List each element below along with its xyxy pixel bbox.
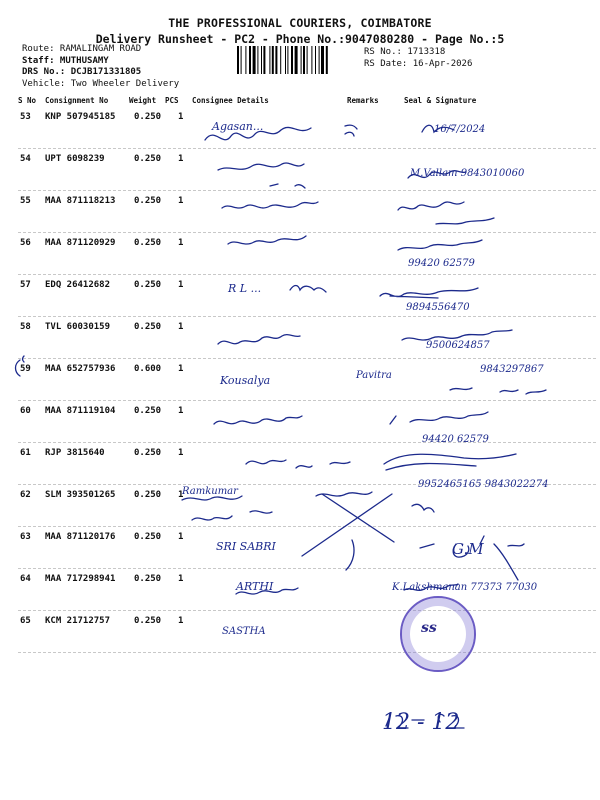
row-consignment-no: MAA 871118213 <box>45 196 116 206</box>
rs-number: RS No.: 1713318 <box>364 47 446 57</box>
col-seal-signature: Seal & Signature <box>404 96 477 105</box>
row-weight: 0.250 <box>134 196 162 206</box>
row-consignment-no: MAA 871120929 <box>45 238 116 248</box>
row-weight: 0.250 <box>134 154 162 164</box>
row-pcs: 1 <box>178 322 184 332</box>
col-consignee: Consignee Details <box>192 96 269 105</box>
row-sno: 55 <box>20 196 31 206</box>
row-weight: 0.250 <box>134 322 162 332</box>
col-weight: Weight <box>129 96 157 105</box>
signature-64: K.Lakshmanan 77373 77030 <box>392 582 538 593</box>
row-consignment-no: KCM 21712757 <box>45 616 111 626</box>
row-pcs: 1 <box>178 196 184 206</box>
row-sno: 58 <box>20 322 31 332</box>
row-pcs: 1 <box>178 154 184 164</box>
seal-stamp <box>400 596 476 672</box>
signature-63: G.M <box>452 540 484 558</box>
row-pcs: 1 <box>178 112 184 122</box>
row-consignment-no: MAA 871120176 <box>45 532 116 542</box>
row-pcs: 1 <box>178 616 184 626</box>
signature-58: 9500624857 <box>426 340 490 351</box>
signature-60: 94420 62579 <box>422 434 489 445</box>
footer-total-note: 12 - 12 <box>382 710 460 735</box>
vehicle: Vehicle: Two Wheeler Delivery <box>22 78 180 89</box>
signature-56: 99420 62579 <box>408 258 475 269</box>
row-consignment-no: MAA 717298941 <box>45 574 116 584</box>
row-sno: 56 <box>20 238 31 248</box>
row-weight: 0.250 <box>134 238 162 248</box>
col-sno: S No <box>18 96 37 105</box>
consignee-62: Ramkumar <box>182 486 238 497</box>
consignee-53: Agasan... <box>212 120 264 133</box>
row-pcs: 1 <box>178 280 184 290</box>
row-consignment-no: KNP 507945185 <box>45 112 116 122</box>
row-consignment-no: MAA 871119104 <box>45 406 116 416</box>
row-consignment-no: RJP 3815640 <box>45 448 105 458</box>
signature-53: 16/7/2024 <box>434 124 486 135</box>
signature-57: 9894556470 <box>406 302 470 313</box>
row-sno: 53 <box>20 112 31 122</box>
row-weight: 0.250 <box>134 532 162 542</box>
signature-54: M.Vallam 9843010060 <box>410 168 525 179</box>
row-sno: 60 <box>20 406 31 416</box>
consignee-64: ARTHI <box>236 580 274 593</box>
row-pcs: 1 <box>178 532 184 542</box>
row-weight: 0.250 <box>134 574 162 584</box>
row-weight: 0.250 <box>134 490 162 500</box>
row-pcs: 1 <box>178 490 184 500</box>
row-weight: 0.250 <box>134 112 162 122</box>
staff: Staff: MUTHUSAMY <box>22 55 109 66</box>
col-remarks: Remarks <box>347 96 379 105</box>
col-consignment: Consignment No <box>45 96 109 105</box>
consignee-65: SASTHA <box>222 626 266 637</box>
row-pcs: 1 <box>178 448 184 458</box>
drs-number: DRS No.: DCJB171331805 <box>22 67 142 77</box>
row-sno: 63 <box>20 532 31 542</box>
row-weight: 0.600 <box>134 364 162 374</box>
signature-59: 9843297867 <box>480 364 544 375</box>
row-consignment-no: UPT 6098239 <box>45 154 105 164</box>
row-consignment-no: SLM 393501265 <box>45 490 116 500</box>
consignee-59: Kousalya <box>220 374 271 387</box>
row-weight: 0.250 <box>134 448 162 458</box>
rs-date: RS Date: 16-Apr-2026 <box>364 59 473 69</box>
row-sno: 62 <box>20 490 31 500</box>
company-name: THE PROFESSIONAL COURIERS, COIMBATORE <box>168 16 432 30</box>
row-sno: 65 <box>20 616 31 626</box>
row-pcs: 1 <box>178 406 184 416</box>
row-sno: 57 <box>20 280 31 290</box>
row-consignment-no: TVL 60030159 <box>45 322 111 332</box>
consignee-57: R L ... <box>228 282 262 295</box>
route: Route: RAMALINGAM ROAD <box>22 44 142 54</box>
row-weight: 0.250 <box>134 616 162 626</box>
row-consignment-no: MAA 652757936 <box>45 364 116 374</box>
consignee-63: SRI SABRI <box>216 540 276 553</box>
row-consignment-no: EDQ 26412682 <box>45 280 111 290</box>
row-pcs: 1 <box>178 364 184 374</box>
row-sno: 59 <box>20 364 31 374</box>
col-pcs: PCS <box>165 96 179 105</box>
row-weight: 0.250 <box>134 406 162 416</box>
row-sno: 61 <box>20 448 31 458</box>
seal-stamp-text: ss <box>421 620 437 636</box>
remarks-59: Pavitra <box>356 370 392 381</box>
runsheet-title: Delivery Runsheet - PC2 - Phone No.:9047080280 - Page No.:5 <box>95 32 505 46</box>
row-sno: 64 <box>20 574 31 584</box>
row-sno: 54 <box>20 154 31 164</box>
row-weight: 0.250 <box>134 280 162 290</box>
row-pcs: 1 <box>178 574 184 584</box>
row-pcs: 1 <box>178 238 184 248</box>
signature-62: 9952465165 9843022274 <box>418 479 549 490</box>
